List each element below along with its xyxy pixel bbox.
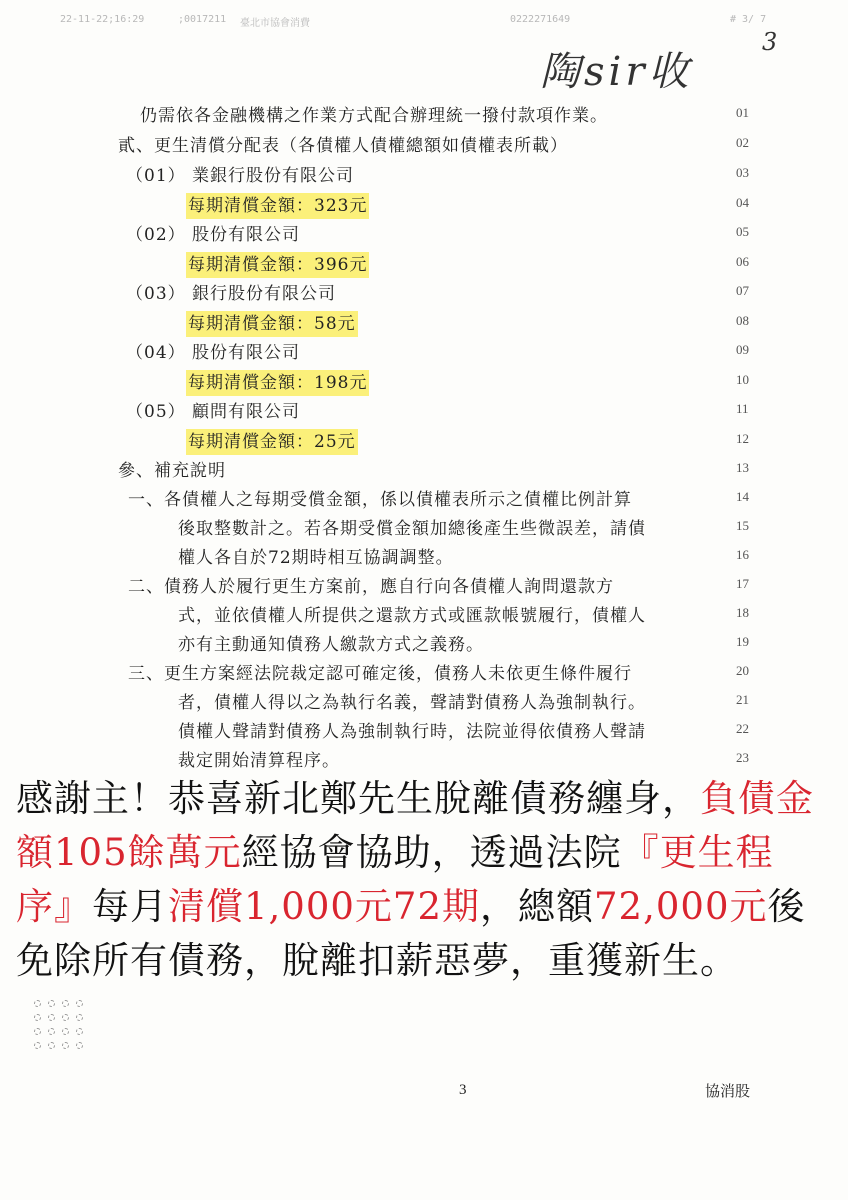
line-number: 21 (736, 692, 749, 707)
line-number: 05 (736, 224, 749, 239)
line-text: 者，債權人得以之為執行名義，聲請對債務人為強制執行。 (178, 693, 646, 713)
line-number: 07 (736, 283, 749, 298)
line-text: 後取整數計之。若各期受償金額加總後產生些微誤差，請債 (178, 519, 646, 539)
line-number: 15 (736, 518, 749, 533)
footer-department: 協消股 (705, 1082, 751, 1100)
document-line (0, 661, 848, 691)
fax-page: # 3/ 7 (730, 14, 767, 25)
handwritten-page-mark: 3 (762, 28, 778, 56)
line-text: 權人各自於72期時相互協調調整。 (178, 548, 454, 568)
line-number: 12 (736, 431, 749, 446)
fax-code: ;0017211 (178, 14, 227, 25)
line-text: （03） 銀行股份有限公司 (126, 284, 337, 304)
document-line (0, 281, 848, 311)
line-number: 09 (736, 342, 749, 357)
document-line (0, 487, 848, 517)
line-number: 17 (736, 576, 749, 591)
document-line (0, 163, 848, 193)
document-line (0, 574, 848, 604)
line-number: 13 (736, 460, 749, 475)
notice-part: ，總額 (480, 885, 595, 928)
document-line (0, 516, 848, 546)
notice-part: 經協會協助，透過法院 (241, 831, 622, 874)
line-text: （01） 業銀行股份有限公司 (126, 166, 355, 186)
document-line (0, 133, 848, 163)
document-line (0, 690, 848, 720)
document-line (0, 545, 848, 575)
line-text: 仍需依各金融機構之作業方式配合辦理統一撥付款項作業。 (140, 106, 608, 126)
handwritten-note: 陶sir收 (540, 49, 693, 95)
line-number: 10 (736, 372, 749, 387)
fax-sender: 臺北市協會消費 (240, 18, 310, 29)
line-number: 20 (736, 663, 749, 678)
notice-total: 72,000元 (594, 885, 768, 928)
notice-part: 每月 (92, 885, 168, 928)
document-line (0, 429, 848, 459)
document-line (0, 252, 848, 282)
document-line (0, 370, 848, 400)
line-number: 18 (736, 605, 749, 620)
line-number: 04 (736, 195, 749, 210)
line-text: （02） 股份有限公司 (126, 225, 301, 245)
document-line (0, 399, 848, 429)
document-line (0, 222, 848, 252)
line-number: 14 (736, 489, 749, 504)
line-text: 二、債務人於履行更生方案前，應自行向各債權人詢問還款方 (128, 577, 614, 597)
line-text: 亦有主動通知債務人繳款方式之義務。 (178, 635, 484, 655)
line-text: 債權人聲請對債務人為強制執行時，法院並得依債務人聲請 (178, 722, 646, 742)
document-line (0, 632, 848, 662)
success-notice (16, 772, 816, 988)
payment-amount-line: 每期清償金額：58元 (186, 311, 358, 337)
document-line (0, 458, 848, 488)
payment-amount-line: 每期清償金額：198元 (186, 370, 369, 396)
fax-phone: 0222271649 (510, 14, 571, 25)
document-line (0, 719, 848, 749)
line-number: 22 (736, 721, 749, 736)
line-number: 06 (736, 254, 749, 269)
document-line (0, 603, 848, 633)
line-text: 參、補充說明 (118, 461, 226, 481)
line-number: 01 (736, 105, 749, 120)
notice-part: 感謝主！恭喜新北鄭先生脫離債務纏身， (16, 777, 700, 820)
line-number: 16 (736, 547, 749, 562)
page-number: 3 (459, 1082, 467, 1098)
line-text: （05） 顧問有限公司 (126, 402, 301, 422)
line-text: （04） 股份有限公司 (126, 343, 301, 363)
notice-repayment: 清償1,000元72期 (168, 885, 481, 928)
line-number: 11 (736, 401, 749, 416)
line-text: 貳、更生清償分配表（各債權人債權總額如債權表所載） (118, 136, 568, 156)
notice-debt-amount: 負債金額105餘萬元 (16, 777, 814, 874)
document-line (0, 193, 848, 223)
payment-amount-line: 每期清償金額：396元 (186, 252, 369, 278)
line-number: 19 (736, 634, 749, 649)
notice-procedure: 『更生程序』 (16, 831, 774, 928)
payment-amount-line: 每期清償金額：323元 (186, 193, 369, 219)
notice-part: 後免除所有債務，脫離扣薪惡夢，重獲新生。 (16, 885, 806, 982)
line-text: 三、更生方案經法院裁定認可確定後，債務人未依更生條件履行 (128, 664, 632, 684)
scan-dot-pattern (34, 1000, 90, 1052)
line-number: 02 (736, 135, 749, 150)
payment-amount-line: 每期清償金額：25元 (186, 429, 358, 455)
document-line (0, 103, 848, 133)
line-text: 裁定開始清算程序。 (178, 751, 340, 771)
document-line (0, 340, 848, 370)
line-text: 一、各債權人之每期受償金額，係以債權表所示之債權比例計算 (128, 490, 632, 510)
fax-datetime: 22-11-22;16:29 (60, 14, 145, 25)
document-line (0, 311, 848, 341)
line-number: 08 (736, 313, 749, 328)
line-text: 式，並依債權人所提供之還款方式或匯款帳號履行，債權人 (178, 606, 646, 626)
line-number: 03 (736, 165, 749, 180)
line-number: 23 (736, 750, 749, 765)
